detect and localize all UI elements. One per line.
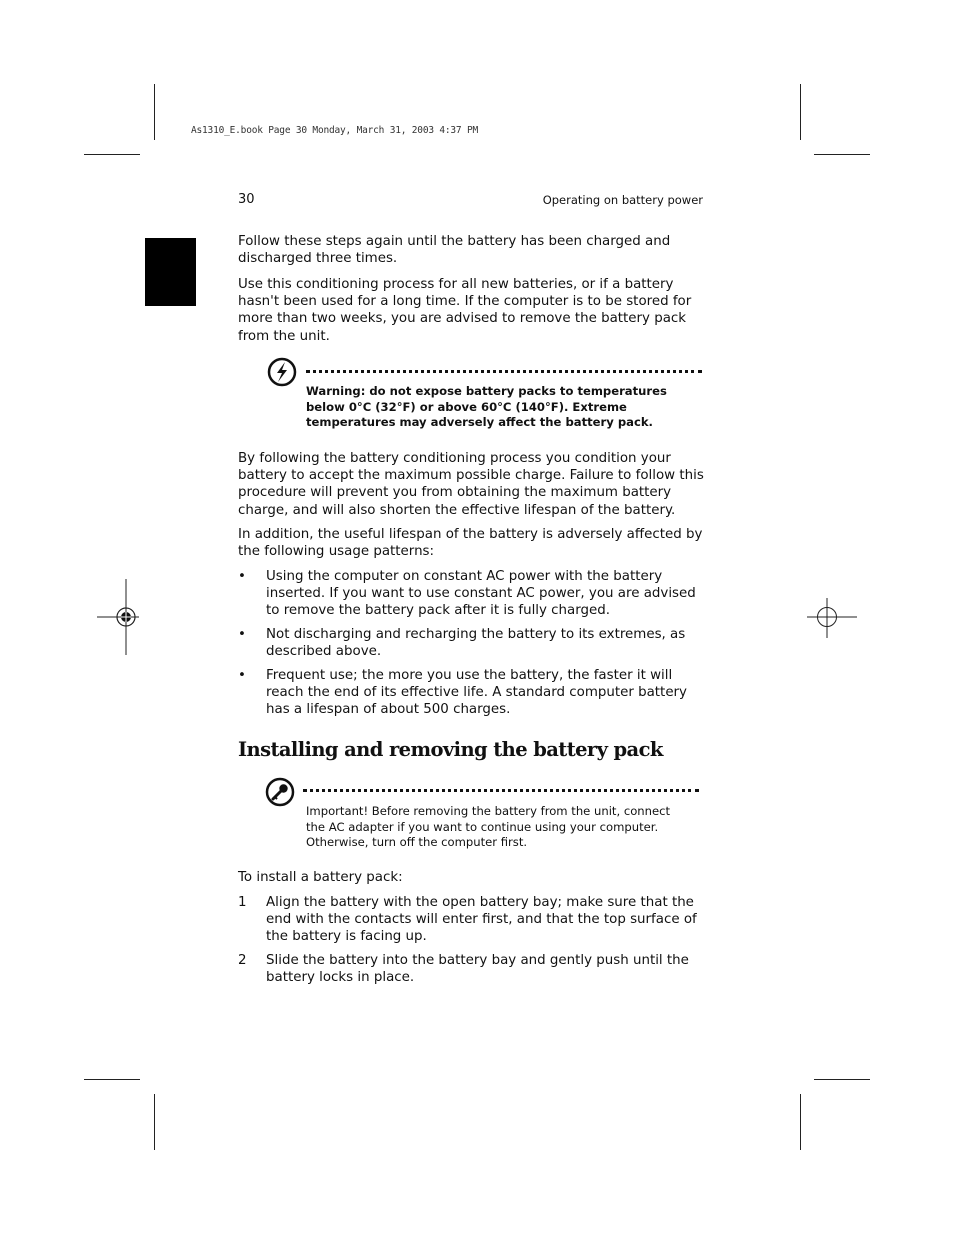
registration-mark-right-icon [807, 598, 857, 638]
crop-mark-bottom-right-vertical [800, 1094, 801, 1150]
crop-mark-top-left-horizontal [84, 154, 140, 155]
paragraph-install-intro: To install a battery pack: [238, 870, 403, 885]
bullet-text: Frequent use; the more you use the battery, the faster it will reach the end of its effective life. A standard computer battery has a lifespan of about 500 charges. [266, 668, 687, 718]
key-important-icon [265, 777, 295, 807]
bullet-text: Using the computer on constant AC power with the battery inserted. If you want to use constant AC power, you are advised to remove the battery pack after it is fully charged. [266, 569, 696, 619]
step-text: Align the battery with the open battery bay; make sure that the end with the contacts will enter first, and that the top surface of the battery is facing up. [266, 895, 697, 945]
step-text: Slide the battery into the battery bay and gently push until the battery locks in place. [266, 953, 689, 986]
important-dotted-rule [303, 789, 699, 792]
bullet-marker: • [238, 668, 246, 683]
warning-text: Warning: do not expose battery packs to temperatures below 0°C (32°F) or above 60°C (140°F). Extreme temperatures may adversely affect the battery pack. [306, 384, 667, 430]
crop-mark-top-left-vertical [154, 84, 155, 140]
page-number: 30 [238, 192, 255, 207]
running-header: Operating on battery power [542, 193, 703, 207]
bullet-marker: • [238, 569, 246, 584]
crop-mark-top-right-horizontal [814, 154, 870, 155]
step-number: 2 [238, 953, 247, 968]
crop-mark-bottom-right-horizontal [814, 1079, 870, 1080]
step-number: 1 [238, 895, 247, 910]
crop-mark-bottom-left-horizontal [84, 1079, 140, 1080]
lightning-warning-icon [267, 357, 297, 387]
paragraph-repeat-steps: Follow these steps again until the battery has been charged and discharged three times. [238, 234, 671, 267]
section-heading: Installing and removing the battery pack [238, 738, 663, 761]
paragraph-conditioning: Use this conditioning process for all new batteries, or if a battery hasn't been used for a long time. If the computer is to be stored for more than two weeks, you are advised to remove the battery pack from the unit. [238, 277, 692, 344]
crop-mark-top-right-vertical [800, 84, 801, 140]
warning-dotted-rule [306, 370, 702, 373]
crop-mark-bottom-left-vertical [154, 1094, 155, 1150]
print-slug-line: As1310_E.book Page 30 Monday, March 31, 2003 4:37 PM [191, 125, 479, 136]
registration-mark-left-icon [97, 579, 157, 655]
bullet-text: Not discharging and recharging the battery to its extremes, as described above. [266, 627, 686, 660]
chapter-thumb-tab [145, 238, 196, 306]
paragraph-benefits: By following the battery conditioning process you condition your battery to accept the maximum possible charge. Failure to follow this procedure will prevent you from obtaining the maximum battery charge, and will also shorten the effective lifespan of the battery. [238, 451, 704, 518]
bullet-marker: • [238, 627, 246, 642]
important-text: Important! Before removing the battery from the unit, connect the AC adapter if you want to continue using your computer. Otherwise, turn off the computer first. [306, 804, 671, 850]
paragraph-lifespan: In addition, the useful lifespan of the battery is adversely affected by the following usage patterns: [238, 527, 703, 560]
